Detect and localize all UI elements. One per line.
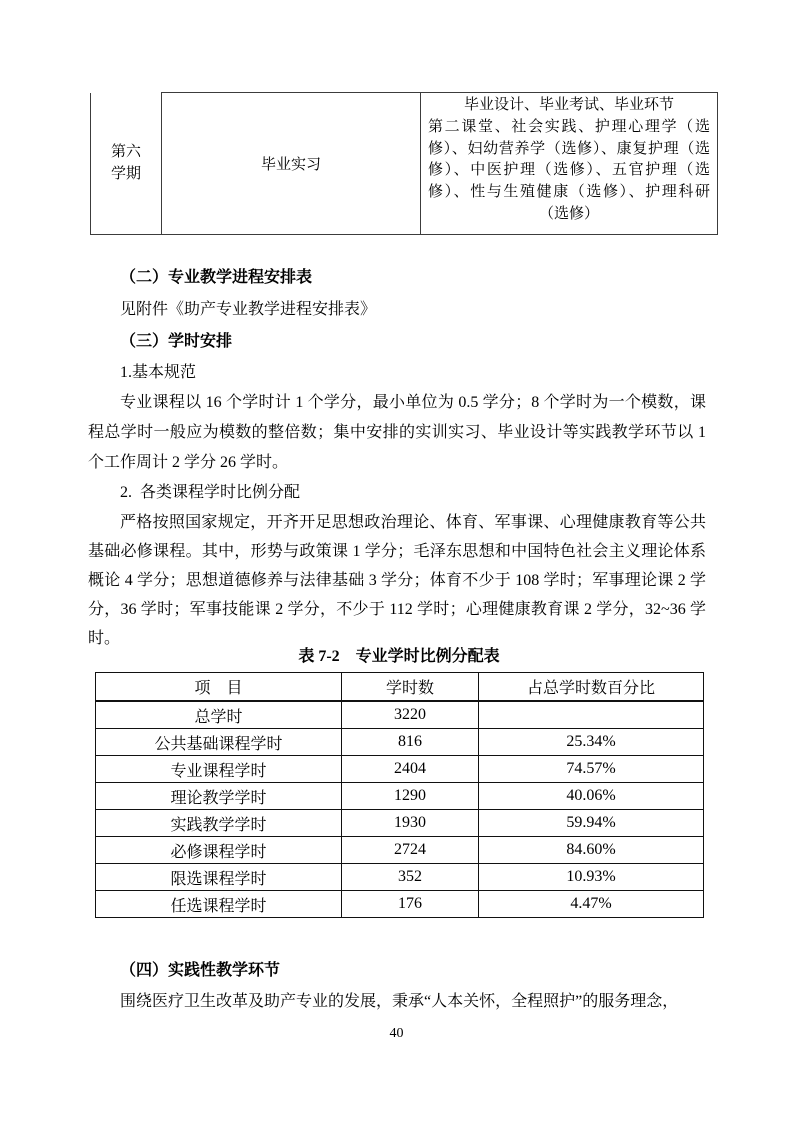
item-cell: 任选课程学时 [96, 891, 342, 918]
item-cell: 理论教学学时 [96, 783, 342, 810]
page-number: 40 [389, 1026, 404, 1041]
percent-cell: 74.57% [479, 756, 704, 783]
hours-ratio-table [95, 672, 704, 918]
course-detail-line: 修）、妇幼营养学（选修）、康复护理（选 [428, 140, 710, 157]
hours-cell: 2404 [342, 756, 479, 783]
percent-cell: 40.06% [479, 783, 704, 810]
semester-cell [91, 93, 162, 235]
hours-cell: 816 [342, 729, 479, 756]
semester-line: 学期 [110, 166, 141, 183]
table-row [96, 837, 704, 864]
section-4 [88, 955, 706, 1017]
item-2-paragraph: 严格按照国家规定，开齐开足思想政治理论、体育、军事课、心理健康教育等公共基础必修课程。其中，形势与政策课 1 学分；毛泽东思想和中国特色社会主义理论体系概论 4 学分；思想道德修养与法律基础 3 学分；体育不少于 108 学时；军事理论课 2 学分，36 学时；军事技能课 2 学分，不少于 112 学时；心理健康教育课 2 学分，32~36 学时。 [88, 514, 706, 647]
table-row [96, 783, 704, 810]
percent-cell: 4.47% [479, 891, 704, 918]
item-2-heading: 2. 各类课程学时比例分配 [120, 484, 301, 501]
section-4-heading: （四）实践性教学环节 [120, 962, 281, 979]
table-row [96, 810, 704, 837]
hours-cell: 176 [342, 891, 479, 918]
course-detail-line: 修）、性与生殖健康（选修）、护理科研 [428, 184, 710, 201]
hours-cell: 352 [342, 864, 479, 891]
percent-cell: 84.60% [479, 837, 704, 864]
item-cell: 限选课程学时 [96, 864, 342, 891]
section-3-heading: （三）学时安排 [120, 333, 233, 350]
section-2-heading: （二）专业教学进程安排表 [120, 269, 313, 286]
semester-line: 第六 [110, 144, 141, 161]
semester-table [90, 92, 718, 235]
section-4-paragraph: 围绕医疗卫生改革及助产专业的发展，秉承“人本关怀，全程照护”的服务理念， [120, 993, 679, 1010]
table-row [96, 729, 704, 756]
hours-cell: 2724 [342, 837, 479, 864]
course-detail-line: （选修） [538, 205, 599, 222]
hours-cell: 3220 [342, 701, 479, 729]
item-1-heading: 1.基本规范 [120, 364, 197, 381]
item-cell: 必修课程学时 [96, 837, 342, 864]
item-cell: 专业课程学时 [96, 756, 342, 783]
body-text [88, 262, 710, 653]
percent-cell: 10.93% [479, 864, 704, 891]
table-row [96, 864, 704, 891]
table-header-row [96, 673, 704, 702]
table-row [91, 93, 718, 235]
course-detail-cell [421, 93, 718, 235]
header-percent: 占总学时数百分比 [479, 673, 704, 702]
item-cell: 实践教学学时 [96, 810, 342, 837]
hours-cell: 1930 [342, 810, 479, 837]
course-cell: 毕业实习 [162, 93, 421, 235]
percent-cell [479, 701, 704, 729]
course-detail-line: 修）、中医护理（选修）、五官护理（选 [428, 162, 710, 179]
item-cell: 总学时 [96, 701, 342, 729]
header-item: 项 目 [96, 673, 342, 702]
percent-cell: 25.34% [479, 729, 704, 756]
attachment-note: 见附件《助产专业教学进程安排表》 [120, 301, 377, 318]
percent-cell: 59.94% [479, 810, 704, 837]
item-cell: 公共基础课程学时 [96, 729, 342, 756]
header-hours: 学时数 [342, 673, 479, 702]
table-7-2-title: 表 7-2 专业学时比例分配表 [298, 648, 500, 665]
hours-cell: 1290 [342, 783, 479, 810]
table-row [96, 756, 704, 783]
course-detail-line: 第二课堂、社会实践、护理心理学（选 [428, 118, 710, 135]
table-row [96, 891, 704, 918]
course-detail-line: 毕业设计、毕业考试、毕业环节 [463, 97, 674, 113]
item-1-paragraph: 专业课程以 16 个学时计 1 个学分，最小单位为 0.5 学分；8 个学时为一个模数，课程总学时一般应为模数的整倍数；集中安排的实训实习、毕业设计等实践教学环节以 1 个工作周计 2 学分 26 学时。 [88, 394, 710, 471]
table-row [96, 701, 704, 729]
